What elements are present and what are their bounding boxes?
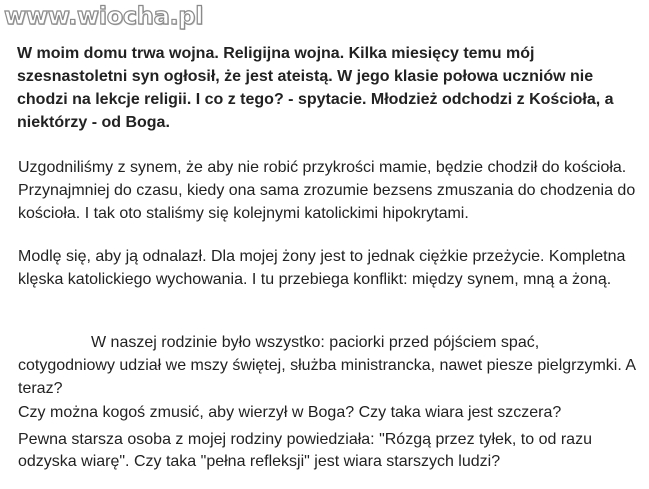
paragraph-3-text: W naszej rodzinie było wszystko: paciorki przed pójściem spać, cotygodniowy udział we mszy świętej, służba ministrancka, nawet piesze pielgrzymki. A teraz?	[18, 334, 636, 397]
paragraph-3	[18, 331, 638, 400]
paragraph-2: Modlę się, aby ją odnalazł. Dla mojej żony jest to jednak ciężkie przeżycie. Kompletna klęska katolickiego wychowania. I tu przebiega konflikt: między synem, mną a żoną.	[18, 248, 626, 288]
paragraph-1: Uzgodniliśmy z synem, że aby nie robić przykrości mamie, będzie chodził do kościoła. Przynajmniej do czasu, kiedy ona sama zrozumie bezsens zmuszania do chodzenia do kościoła. I tak oto staliśmy się kolejnymi katolickimi hipokrytami.	[18, 159, 636, 222]
watermark-logo: www.wiocha.pl	[4, 2, 204, 30]
lead-paragraph: W moim domu trwa wojna. Religijna wojna. Kilka miesięcy temu mój szesnastoletni syn ogłosił, że jest ateistą. W jego klasie połowa uczniów nie chodzi na lekcje religii. I co z tego? - spytacie. Młodzież odchodzi z Kościoła, a niektórzy - od Boga.	[17, 45, 614, 131]
paragraph-5: Pewna starsza osoba z mojej rodziny powiedziała: "Rózgą przez tyłek, to od razu odzyska wiarę". Czy taka "pełna refleksji" jest wiara starszych ludzi?	[18, 431, 592, 470]
paragraph-4: Czy można kogoś zmusić, aby wierzył w Boga? Czy taka wiara jest szczera?	[18, 404, 562, 421]
